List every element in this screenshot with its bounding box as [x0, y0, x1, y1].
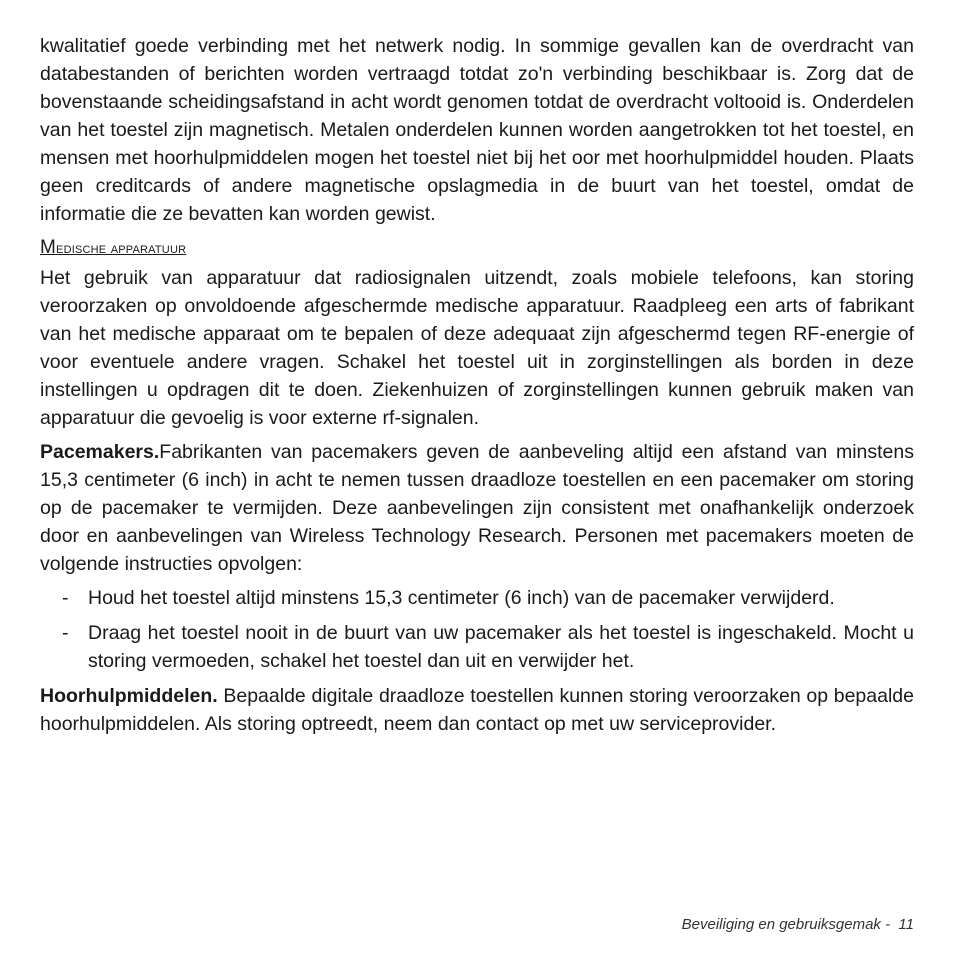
document-page: [40, 32, 914, 744]
pacemaker-instructions-list: [40, 584, 914, 675]
list-item: [40, 619, 914, 675]
hearing-aids-text: Bepaalde digitale draadloze toestellen kunnen storing veroorzaken op bepaalde hoorhulpmiddelen. Als storing optreedt, neem dan contact op met uw serviceprovider.: [40, 685, 914, 735]
pacemakers-text: Fabrikanten van pacemakers geven de aanbeveling altijd een afstand van minstens 15,3 centimeter (6 inch) in acht te nemen tussen draadloze toestellen en een pacemaker om storing op de pacemaker te vermijden. Deze aanbevelingen zijn consistent met onafhankelijk onderzoek door en aanbevelingen van Wireless Technology Research. Personen met pacemakers moeten de volgende instructies opvolgen:: [40, 441, 914, 575]
pacemakers-paragraph: [40, 438, 914, 578]
hearing-aids-paragraph: [40, 682, 914, 738]
section-heading-rest: edische apparatuur: [56, 240, 187, 257]
dash-bullet: -: [62, 587, 69, 609]
list-item: [40, 584, 914, 612]
section-heading-initial: M: [40, 237, 57, 258]
intro-paragraph: kwalitatief goede verbinding met het netwerk nodig. In sommige gevallen kan de overdracht van databestanden of berichten worden vertraagd totdat zo'n verbinding beschikbaar is. Zorg dat de bovenstaande scheidingsafstand in acht wordt genomen totdat de overdracht voltooid is. Onderdelen van het toestel zijn magnetisch. Metalen onderdelen kunnen worden aangetrokken tot het toestel, en mensen met hoorhulpmiddelen mogen het toestel niet bij het oor met hoorhulpmiddel houden. Plaats geen creditcards of andere magnetische opslagmedia in de buurt van het toestel, omdat de informatie die ze bevatten kan worden gewist.: [40, 35, 914, 225]
list-item-text: Draag het toestel nooit in de buurt van uw pacemaker als het toestel is ingeschakeld. Mocht u storing vermoeden, schakel het toestel dan uit en verwijder het.: [88, 622, 914, 672]
dash-bullet: -: [62, 622, 69, 644]
medical-equipment-paragraph: Het gebruik van apparatuur dat radiosignalen uitzendt, zoals mobiele telefoons, kan storing veroorzaken op onvoldoende afgeschermde medische apparatuur. Raadpleeg een arts of fabrikant van het medische apparaat om te bepalen of deze adequaat zijn afgeschermd tegen RF-energie of voor eventuele andere vragen. Schakel het toestel uit in zorginstellingen als borden in deze instellingen u opdragen dit te doen. Ziekenhuizen of zorginstellingen kunnen gebruik maken van apparatuur die gevoelig is voor externe rf-signalen.: [40, 267, 914, 429]
hearing-aids-lead: Hoorhulpmiddelen.: [40, 685, 218, 707]
section-heading-medische-apparatuur: [40, 237, 914, 260]
pacemakers-lead: Pacemakers.: [40, 441, 160, 463]
page-footer: Beveiliging en gebruiksgemak - 11: [681, 916, 914, 933]
list-item-text: Houd het toestel altijd minstens 15,3 centimeter (6 inch) van de pacemaker verwijderd.: [88, 587, 835, 609]
